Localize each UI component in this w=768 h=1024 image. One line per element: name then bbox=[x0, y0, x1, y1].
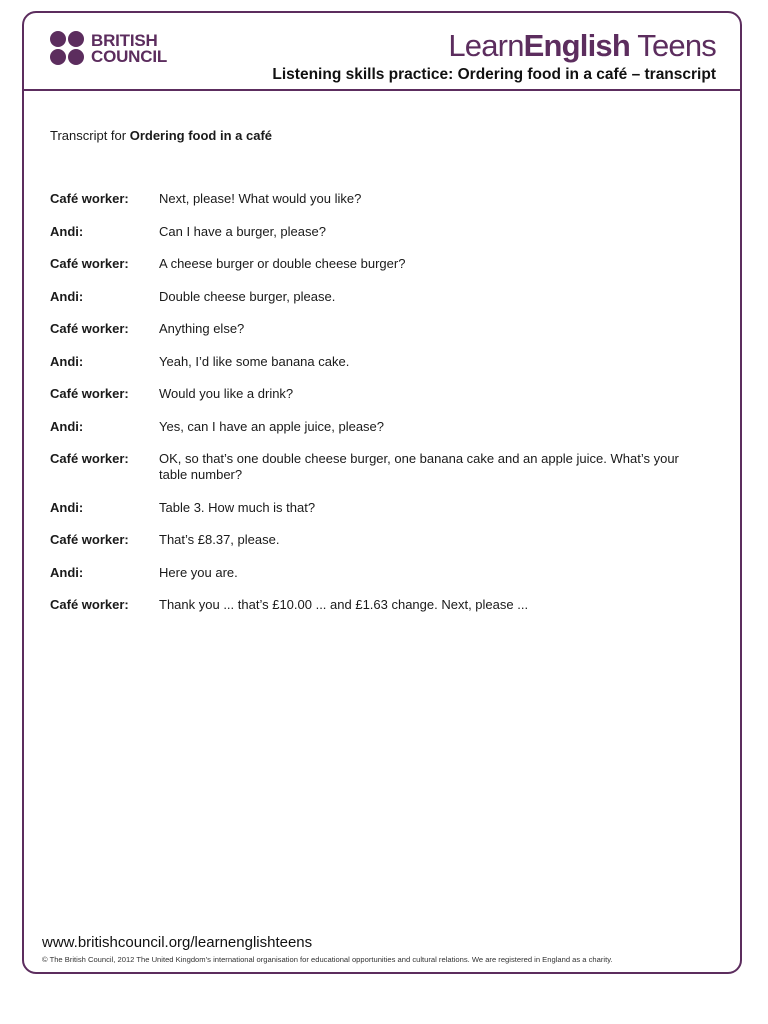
footer-url: www.britishcouncil.org/learnenglishteens bbox=[42, 934, 313, 951]
transcript-row bbox=[50, 532, 710, 548]
header-divider bbox=[22, 89, 742, 91]
dialogue-line: Anything else? bbox=[159, 321, 245, 336]
transcript-row bbox=[50, 256, 710, 272]
speaker-label: Andi: bbox=[50, 564, 84, 580]
footer-legal: © The British Council, 2012 The United Kingdom’s international organisation for educational opportunities and cultural relations. We are registered in England as a charity. bbox=[42, 955, 613, 964]
transcript-intro bbox=[50, 128, 272, 143]
speaker-label: Andi: bbox=[50, 499, 84, 515]
document-title: Listening skills practice: Ordering food in a café – transcript bbox=[272, 66, 716, 83]
transcript-row bbox=[50, 500, 710, 516]
dialogue-line: Would you like a drink? bbox=[159, 386, 294, 401]
dialogue-line: Double cheese burger, please. bbox=[159, 288, 336, 304]
dialogue-line: That’s £8.37, please. bbox=[159, 532, 280, 547]
brand-teens: Teens bbox=[630, 28, 716, 63]
transcript-row bbox=[50, 354, 710, 370]
speaker-label: Andi: bbox=[50, 223, 84, 239]
speaker-label: Café worker: bbox=[50, 597, 129, 612]
speaker-label: Café worker: bbox=[50, 451, 129, 466]
logo-line-2: COUNCIL bbox=[91, 46, 168, 66]
speaker-label: Andi: bbox=[50, 418, 84, 434]
logo-line-1: BRITISH bbox=[91, 30, 158, 50]
speaker-label: Andi: bbox=[50, 288, 84, 304]
intro-prefix: Transcript for bbox=[50, 128, 130, 143]
transcript-row bbox=[50, 451, 710, 483]
dialogue-line: OK, so that’s one double cheese burger, one banana cake and an apple juice. What’s your table number? bbox=[159, 451, 679, 482]
brand-learn: Learn bbox=[448, 28, 524, 63]
dialogue-line: Here you are. bbox=[159, 564, 238, 580]
speaker-label: Café worker: bbox=[50, 321, 129, 336]
transcript-row bbox=[50, 321, 710, 337]
speaker-label: Café worker: bbox=[50, 532, 129, 547]
transcript-list bbox=[50, 191, 710, 630]
speaker-label: Café worker: bbox=[50, 386, 129, 401]
logo-text bbox=[91, 30, 168, 66]
transcript-row bbox=[50, 597, 710, 613]
speaker-label: Andi: bbox=[50, 353, 84, 369]
transcript-row bbox=[50, 386, 710, 402]
speaker-label: Café worker: bbox=[50, 191, 129, 206]
transcript-row bbox=[50, 419, 710, 435]
transcript-row bbox=[50, 224, 710, 240]
transcript-row bbox=[50, 191, 710, 207]
learnenglish-teens-brand bbox=[448, 28, 716, 64]
dialogue-line: Yes, can I have an apple juice, please? bbox=[159, 418, 385, 434]
dialogue-line: Yeah, I’d like some banana cake. bbox=[159, 353, 350, 369]
dialogue-line: A cheese burger or double cheese burger? bbox=[159, 256, 406, 271]
dialogue-line: Thank you ... that’s £10.00 ... and £1.63 change. Next, please ... bbox=[159, 597, 529, 612]
dialogue-line: Next, please! What would you like? bbox=[159, 191, 362, 206]
transcript-row bbox=[50, 289, 710, 305]
dialogue-line: Table 3. How much is that? bbox=[159, 499, 316, 515]
brand-english: English bbox=[523, 28, 631, 63]
transcript-row bbox=[50, 565, 710, 581]
dialogue-line: Can I have a burger, please? bbox=[159, 223, 326, 239]
british-council-logo bbox=[50, 31, 167, 66]
logo-dots-icon bbox=[50, 31, 85, 66]
speaker-label: Café worker: bbox=[50, 256, 129, 271]
intro-title: Ordering food in a café bbox=[129, 128, 272, 143]
